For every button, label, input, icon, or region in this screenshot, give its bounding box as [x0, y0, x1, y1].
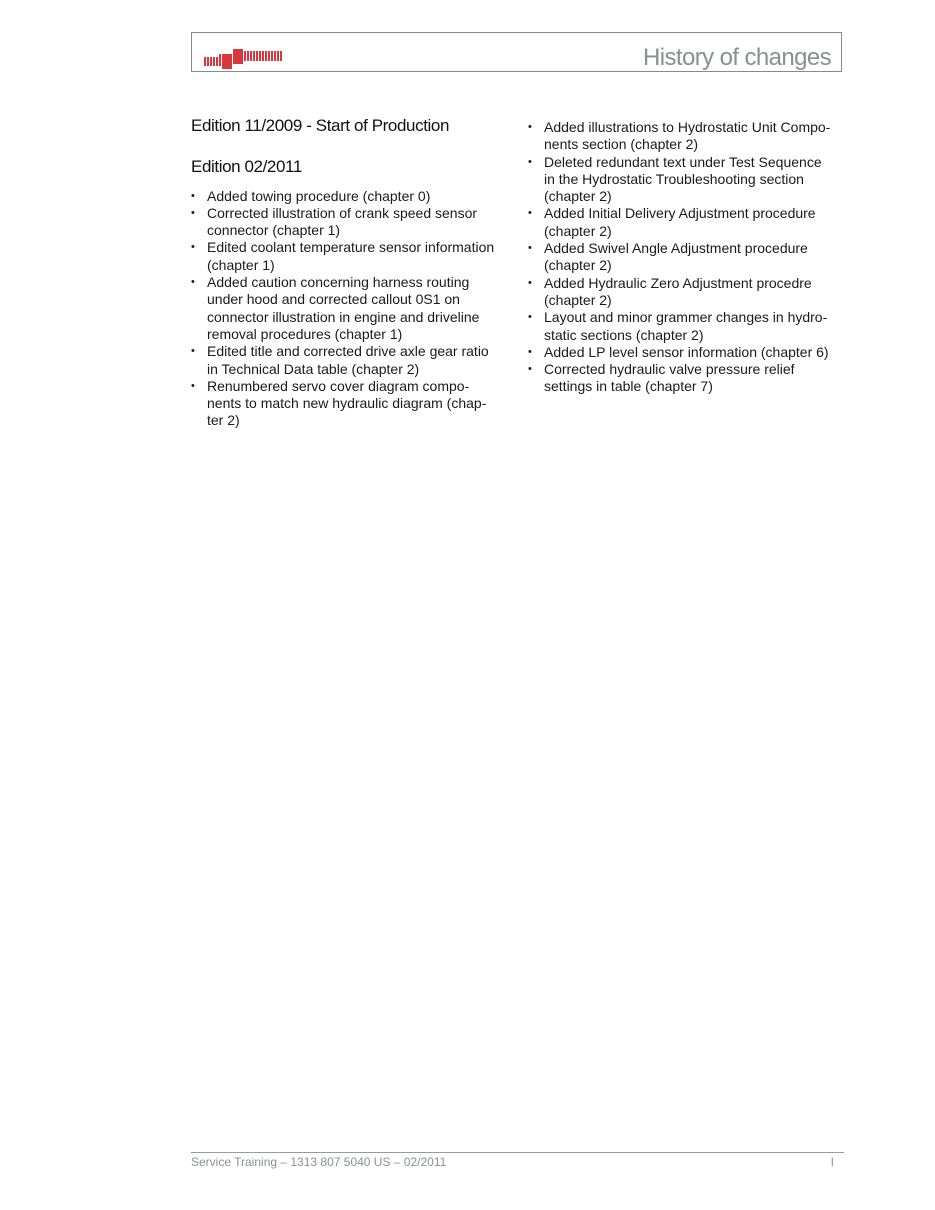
- change-list: [528, 119, 838, 396]
- list-item: [528, 309, 838, 344]
- list-item-text: (chapter 2): [544, 222, 612, 239]
- bullet-icon: •: [528, 155, 532, 168]
- list-item: [528, 119, 838, 154]
- list-item-text: (chapter 2): [544, 188, 612, 205]
- list-item-text: in Technical Data table (chapter 2): [207, 360, 420, 377]
- list-item-text: Edited coolant temperature sensor information: [207, 239, 495, 256]
- list-item: [191, 205, 501, 240]
- footer-text: Service Training – 1313 807 5040 US – 02/2011: [191, 1155, 447, 1169]
- right-column: [528, 115, 838, 396]
- list-item-text: Corrected hydraulic valve pressure relief: [544, 361, 795, 378]
- bullet-icon: •: [191, 276, 195, 289]
- list-item: [528, 361, 838, 396]
- list-item: [528, 275, 838, 310]
- list-item-text: Added illustrations to Hydrostatic Unit Compo-: [544, 119, 831, 135]
- page-number: I: [830, 1155, 834, 1169]
- list-item: [528, 344, 838, 361]
- left-column: [191, 115, 501, 430]
- list-item: [191, 239, 501, 274]
- bullet-icon: •: [528, 276, 532, 289]
- bullet-icon: •: [191, 345, 195, 358]
- bullet-icon: •: [191, 206, 195, 219]
- bullet-icon: •: [191, 241, 195, 254]
- list-item: [191, 274, 501, 343]
- bullet-icon: •: [528, 363, 532, 376]
- list-item-text: Added LP level sensor information (chapter 6): [544, 343, 829, 360]
- page-header: [191, 32, 842, 72]
- list-item: [191, 378, 501, 430]
- list-item-text: static sections (chapter 2): [544, 326, 704, 343]
- list-item-text: Deleted redundant text under Test Sequence: [544, 153, 822, 170]
- list-item-text: nents section (chapter 2): [544, 136, 699, 153]
- change-list: [191, 188, 501, 430]
- page-title: History of changes: [643, 44, 831, 71]
- list-item-text: ter 2): [207, 412, 240, 429]
- bullet-icon: •: [191, 379, 195, 392]
- bullet-icon: •: [528, 311, 532, 324]
- list-item-text: Added caution concerning harness routing: [207, 274, 470, 291]
- list-item-text: connector (chapter 1): [207, 222, 341, 239]
- brand-logo: [204, 48, 284, 70]
- list-item: [191, 343, 501, 378]
- bullet-icon: •: [528, 345, 532, 358]
- list-item-text: in the Hydrostatic Troubleshooting section: [544, 170, 804, 187]
- list-item: [528, 205, 838, 240]
- bullet-icon: •: [528, 121, 532, 133]
- list-item-text: under hood and corrected callout 0S1 on: [207, 291, 460, 308]
- list-item-text: Edited title and corrected drive axle gear ratio: [207, 343, 489, 360]
- bullet-icon: •: [191, 189, 195, 202]
- list-item-text: (chapter 2): [544, 291, 612, 308]
- list-item-text: Added towing procedure (chapter 0): [207, 187, 431, 204]
- list-item: [528, 154, 838, 206]
- list-item-text: removal procedures (chapter 1): [207, 325, 403, 342]
- footer-divider: [191, 1152, 844, 1153]
- bullet-icon: •: [528, 242, 532, 255]
- list-item-text: settings in table (chapter 7): [544, 378, 713, 395]
- list-item-text: nents to match new hydraulic diagram (chap-: [207, 395, 487, 412]
- list-item-text: Added Swivel Angle Adjustment procedure: [544, 240, 808, 257]
- list-item: [191, 188, 501, 205]
- bullet-icon: •: [528, 207, 532, 220]
- list-item: [528, 240, 838, 275]
- list-item-text: Added Hydraulic Zero Adjustment procedre: [544, 274, 812, 291]
- list-item-text: connector illustration in engine and driveline: [207, 308, 480, 325]
- list-item-text: (chapter 1): [207, 256, 275, 273]
- list-item-text: Added Initial Delivery Adjustment procedure: [544, 205, 816, 222]
- list-item-text: (chapter 2): [544, 257, 612, 274]
- list-item-text: Corrected illustration of crank speed sensor: [207, 204, 478, 221]
- edition-heading: Edition 02/2011: [191, 157, 302, 177]
- list-item-text: Layout and minor grammer changes in hydro-: [544, 309, 828, 326]
- edition-heading: Edition 11/2009 - Start of Production: [191, 116, 449, 135]
- list-item-text: Renumbered servo cover diagram compo-: [207, 377, 470, 394]
